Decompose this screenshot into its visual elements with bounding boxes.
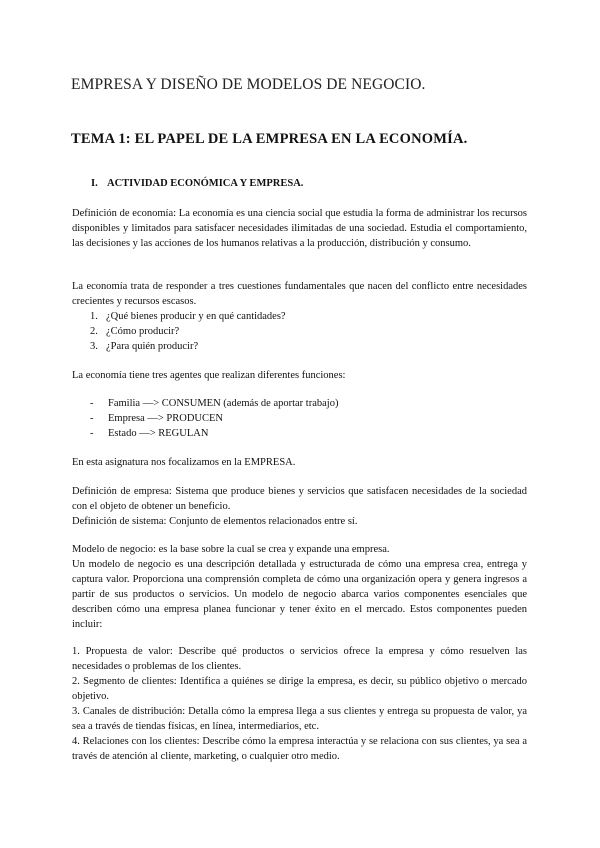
list-marker: 3. [90, 341, 98, 352]
agentes-list [90, 396, 338, 441]
list-item: 3. Canales de distribución: Detalla cómo la empresa llega a sus clientes y entrega su propuesta de valor, ya sea a través de tiendas físicas, en línea, intermediarios, etc. [72, 706, 527, 732]
list-item-text: ¿Qué bienes producir y en qué cantidades? [106, 311, 286, 322]
focus-paragraph [72, 455, 527, 470]
list-item-text: Estado —> REGULAN [108, 428, 209, 439]
list-item [90, 396, 338, 411]
modelo-negocio-base: Modelo de negocio: es la base sobre la cual se crea y expande una empresa. [72, 544, 390, 555]
agentes-intro [72, 368, 527, 383]
list-item: 4. Relaciones con los clientes: Describe cómo la empresa interactúa y se relaciona con sus clientes, ya sea a través de atención al cliente, marketing, o cualquier otro medio. [72, 736, 527, 762]
list-marker: - [90, 428, 94, 439]
cuestiones-intro [72, 279, 527, 309]
section-title: ACTIVIDAD ECONÓMICA Y EMPRESA. [107, 178, 304, 189]
empresa-definition-text: Definición de empresa: Sistema que produce bienes y servicios que satisfacen necesidades de la sociedad con el objeto de obtener un beneficio. [72, 486, 527, 512]
list-marker: - [90, 413, 94, 424]
empresa-definition [72, 484, 527, 529]
tema-heading: TEMA 1: EL PAPEL DE LA EMPRESA EN LA ECONOMÍA. [71, 131, 468, 147]
list-item-text: ¿Para quién producir? [106, 341, 199, 352]
cuestiones-list [90, 309, 286, 354]
agentes-intro-text: La economía tiene tres agentes que realizan diferentes funciones: [72, 370, 346, 381]
list-item [90, 411, 338, 426]
list-item [90, 339, 286, 354]
list-marker: 1. [90, 311, 98, 322]
list-item-text: Empresa —> PRODUCEN [108, 413, 223, 424]
sistema-definition-text: Definición de sistema: Conjunto de elementos relacionados entre sí. [72, 516, 358, 527]
cuestiones-intro-text: La economía trata de responder a tres cuestiones fundamentales que nacen del conflicto entre necesidades crecientes y recursos escasos. [72, 281, 527, 307]
list-item [90, 426, 338, 441]
modelo-negocio-description: Un modelo de negocio es una descripción detallada y estructurada de cómo una empresa crea, entrega y captura valor. Proporciona una comprensión completa de cómo una organización opera y genera ingresos a partir de sus productos o servicios. Un modelo de negocio abarca varios componentes esenciales que describen cómo una empresa planea funcionar y tener éxito en el mercado. Estos componentes pueden incluir: [72, 559, 527, 630]
list-marker: - [90, 398, 94, 409]
focus-text: En esta asignatura nos focalizamos en la EMPRESA. [72, 457, 296, 468]
section-number: I. [91, 178, 98, 189]
modelo-negocio-section [72, 542, 527, 632]
document-title: EMPRESA Y DISEÑO DE MODELOS DE NEGOCIO. [71, 76, 426, 93]
list-item-text: ¿Cómo producir? [106, 326, 180, 337]
economia-definition [72, 206, 527, 251]
economia-definition-text: Definición de economía: La economía es una ciencia social que estudia la forma de administrar los recursos disponibles y limitados para satisfacer necesidades ilimitadas de una sociedad. Estudia el comportamiento, las decisiones y las acciones de los humanos relativas a la producción, distribución y consumo. [72, 208, 527, 249]
list-marker: 2. [90, 326, 98, 337]
list-item-text: Familia —> CONSUMEN (además de aportar trabajo) [108, 398, 339, 409]
list-item: 2. Segmento de clientes: Identifica a quiénes se dirige la empresa, es decir, su público objetivo o mercado objetivo. [72, 676, 527, 702]
section-heading [91, 178, 303, 189]
list-item: 1. Propuesta de valor: Describe qué productos o servicios ofrece la empresa y cómo resuelven las necesidades o problemas de los clientes. [72, 646, 527, 672]
list-item [90, 324, 286, 339]
componentes-list [72, 644, 527, 764]
list-item [90, 309, 286, 324]
